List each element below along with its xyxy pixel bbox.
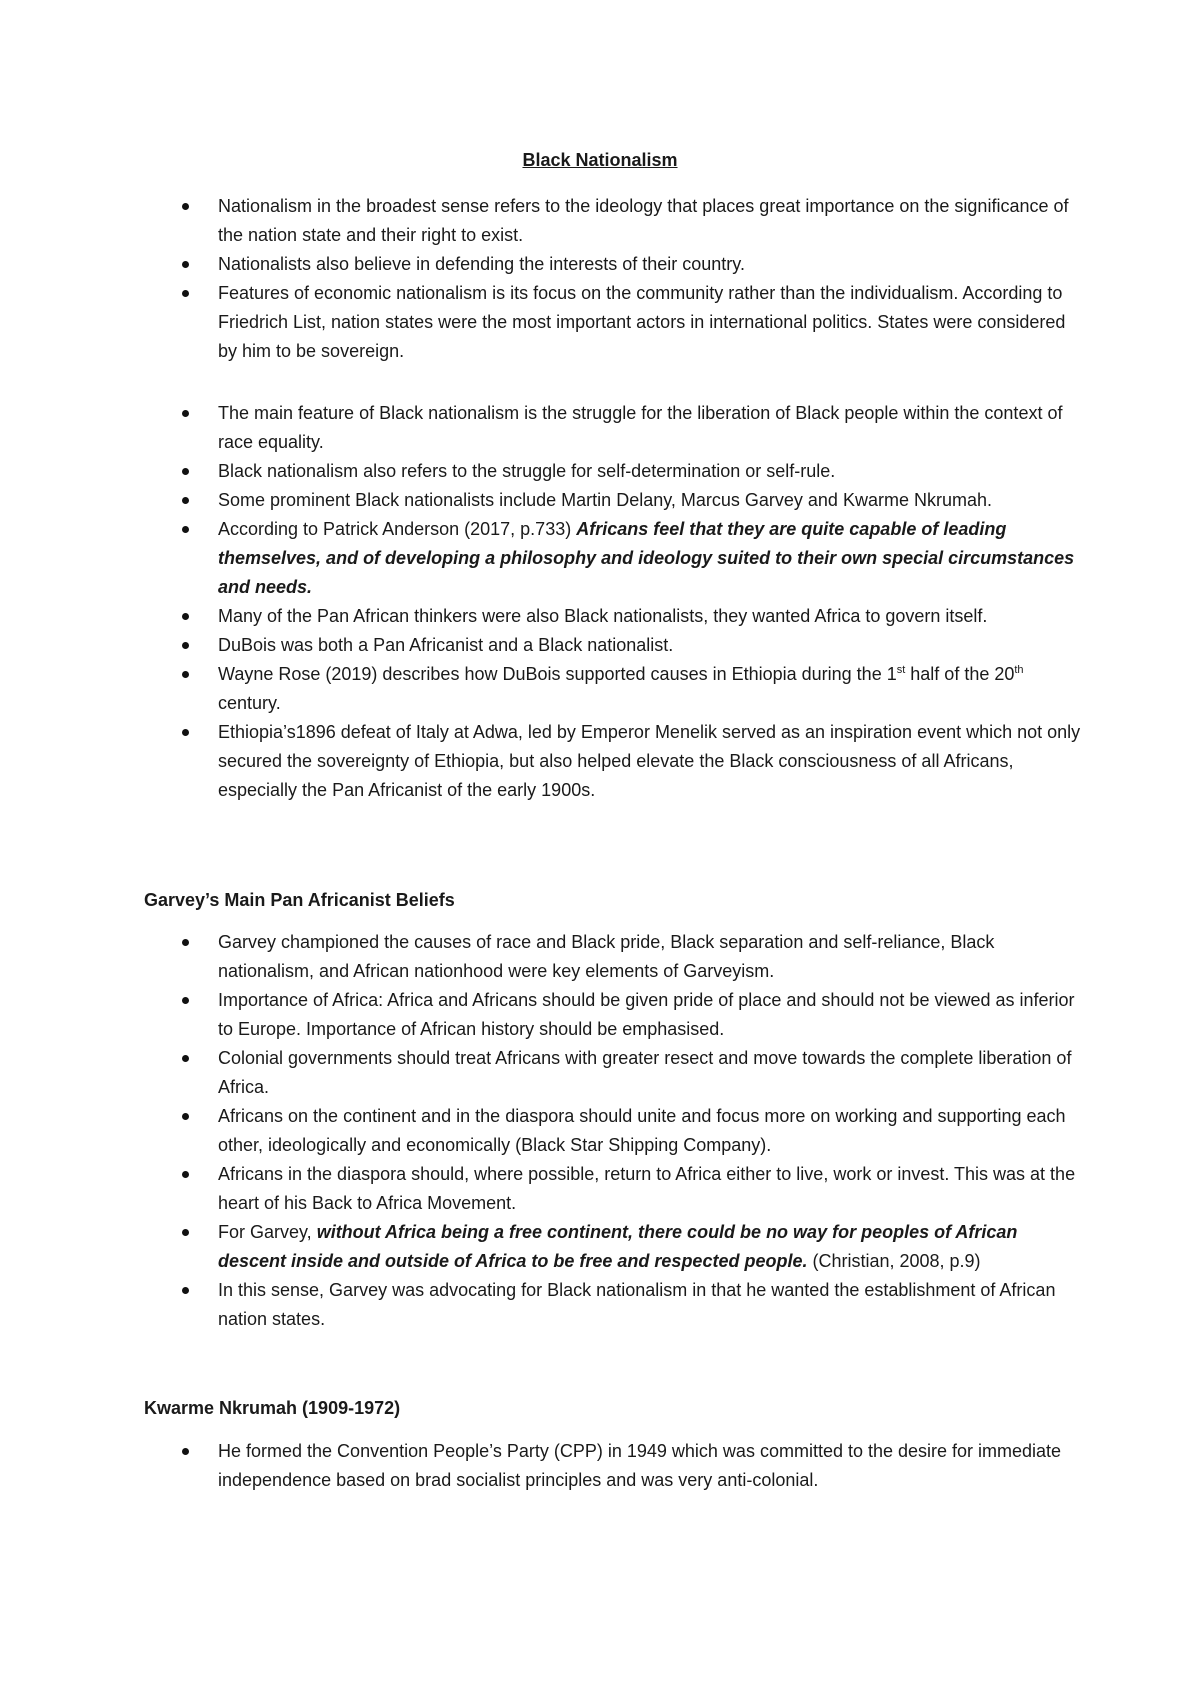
garvey-section-heading: Garvey’s Main Pan Africanist Beliefs [144,890,455,910]
list-item-text: Wayne Rose (2019) describes how DuBois supported causes in Ethiopia during the 1 [218,664,897,684]
list-item: Africans in the diaspora should, where possible, return to Africa either to live, work or invest. This was at the heart of his Back to Africa Movement. [182,1160,1087,1218]
garvey-bullet-list [182,928,1087,1334]
list-item: Features of economic nationalism is its focus on the community rather than the individualism. According to Friedrich List, nation states were the most important actors in international politics. States were considered by him to be sovereign. [182,279,1087,366]
list-item: Nationalism in the broadest sense refers to the ideology that places great importance on the significance of the nation state and their right to exist. [182,192,1087,250]
list-item [182,515,1087,602]
list-item-text: For Garvey, [218,1222,317,1242]
list-item: In this sense, Garvey was advocating for Black nationalism in that he wanted the establishment of African nation states. [182,1276,1087,1334]
list-item: The main feature of Black nationalism is the struggle for the liberation of Black people within the context of race equality. [182,399,1087,457]
list-item: Garvey championed the causes of race and Black pride, Black separation and self-reliance, Black nationalism, and African nationhood were key elements of Garveyism. [182,928,1087,986]
ordinal-superscript: th [1014,664,1024,676]
intro-bullet-list [182,192,1087,366]
list-item: Nationalists also believe in defending the interests of their country. [182,250,1087,279]
list-item: Africans on the continent and in the diaspora should unite and focus more on working and supporting each other, ideologically and economically (Black Star Shipping Company). [182,1102,1087,1160]
list-item: Colonial governments should treat Africans with greater resect and move towards the complete liberation of Africa. [182,1044,1087,1102]
ordinal-superscript: st [896,664,906,676]
list-item [182,660,1087,718]
garvey-quote: without Africa being a free continent, there could be no way for peoples of African descent inside and outside of Africa to be free and respected people. [218,1222,1018,1271]
list-item: DuBois was both a Pan Africanist and a Black nationalist. [182,631,1087,660]
list-item: Many of the Pan African thinkers were also Black nationalists, they wanted Africa to govern itself. [182,602,1087,631]
list-item: Ethiopia’s1896 defeat of Italy at Adwa, led by Emperor Menelik served as an inspiration event which not only secured the sovereignty of Ethiopia, but also helped elevate the Black consciousness of all Africans, especially the Pan Africanist of the early 1900s. [182,718,1087,805]
black-nationalism-bullet-list [182,399,1087,805]
citation-text: (Christian, 2008, p.9) [807,1251,981,1271]
list-item-text: half of the 20 [905,664,1015,684]
anderson-quote: Africans feel that they are quite capable of leading themselves, and of developing a philosophy and ideology suited to their own special circumstances and needs. [218,519,1075,597]
page-title: Black Nationalism [522,150,678,170]
citation-text: According to Patrick Anderson (2017, p.733) [218,519,577,539]
list-item-text: century. [218,693,281,713]
list-item [182,1218,1087,1276]
nkrumah-section-heading: Kwarme Nkrumah (1909-1972) [144,1398,401,1418]
list-item: Black nationalism also refers to the struggle for self-determination or self-rule. [182,457,1087,486]
list-item: Some prominent Black nationalists include Martin Delany, Marcus Garvey and Kwarme Nkrumah. [182,486,1087,515]
list-item: Importance of Africa: Africa and Africans should be given pride of place and should not be viewed as inferior to Europe. Importance of African history should be emphasised. [182,986,1087,1044]
list-item: He formed the Convention People’s Party (CPP) in 1949 which was committed to the desire for immediate independence based on brad socialist principles and was very anti-colonial. [182,1437,1087,1495]
nkrumah-bullet-list [182,1437,1087,1495]
